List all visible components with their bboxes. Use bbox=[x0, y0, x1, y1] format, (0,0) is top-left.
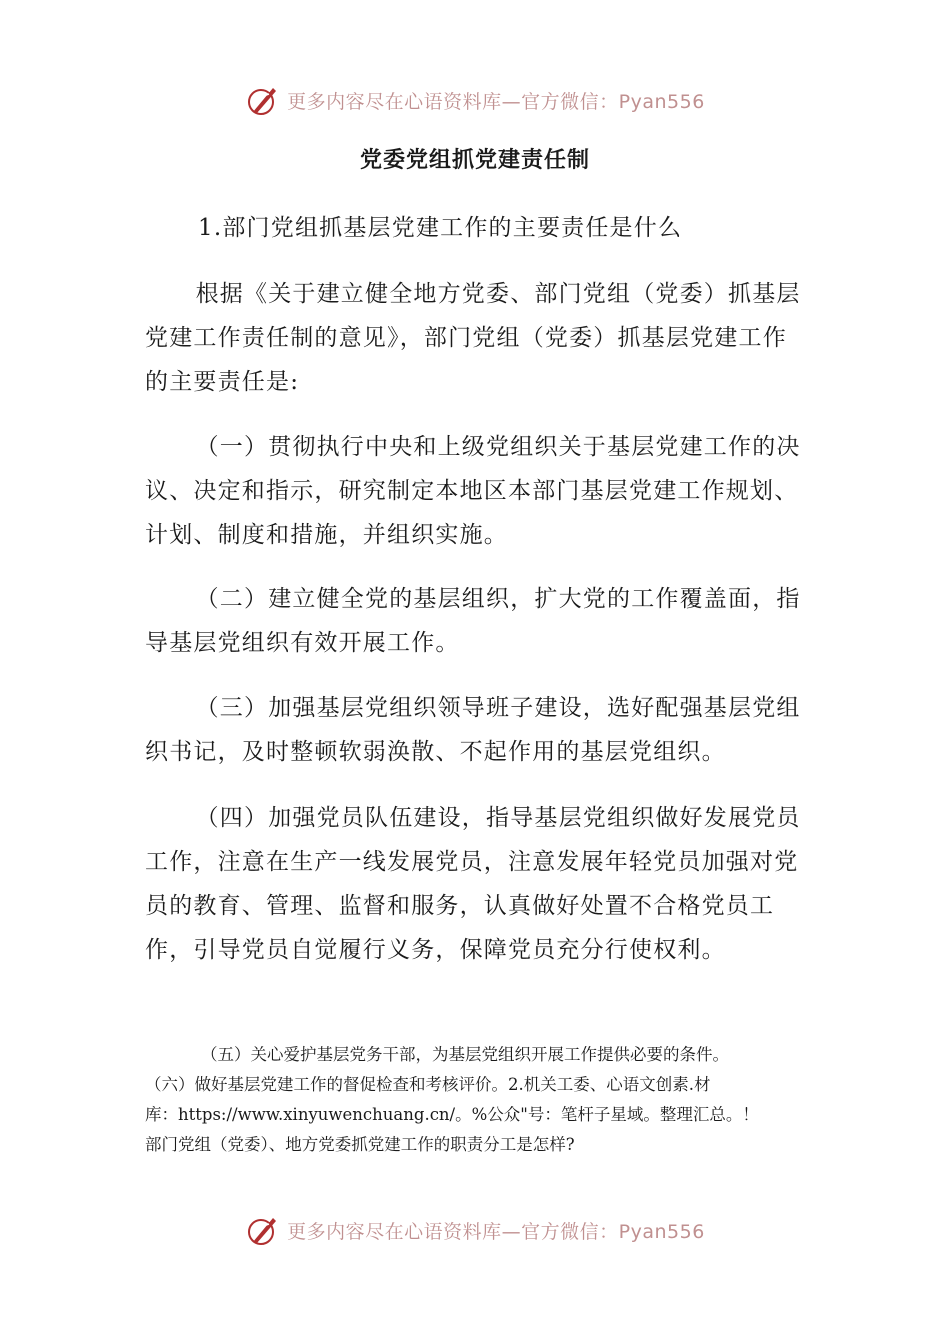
item-two-paragraph: （二）建立健全党的基层组织，扩大党的工作覆盖面，指导基层党组织有效开展工作。 bbox=[145, 586, 801, 656]
small-line-3: 库：https://www.xinyuwenchuang.cn/。%公众"号：笔杆子星域。整理汇总。！ bbox=[145, 1105, 759, 1124]
question-heading: 1.部门党组抓基层党建工作的主要责任是什么 bbox=[198, 215, 683, 241]
quill-logo-icon bbox=[245, 1212, 281, 1248]
item-four-paragraph: （四）加强党员队伍建设，指导基层党组织做好发展党员工作，注意在生产一线发展党员，注意发展年轻党员加强对党员的教育、管理、监督和服务，认真做好处置不合格党员工作，引导党员自觉履行义务，保障党员充分行使权利。 bbox=[145, 805, 801, 963]
footer-watermark-banner bbox=[0, 1210, 950, 1250]
header-watermark-text: 更多内容尽在心语资料库—官方微信：Pyan556 bbox=[287, 90, 705, 113]
document-title: 党委党组抓党建责任制 bbox=[359, 147, 590, 173]
small-text-block bbox=[145, 1040, 835, 1160]
item-one-paragraph: （一）贯彻执行中央和上级党组织关于基层党建工作的决议、决定和指示，研究制定本地区本部门基层党建工作规划、计划、制度和措施，并组织实施。 bbox=[145, 434, 801, 548]
header-watermark-banner bbox=[0, 80, 950, 120]
intro-paragraph: 根据《关于建立健全地方党委、部门党组（党委）抓基层党建工作责任制的意见》，部门党组（党委）抓基层党建工作的主要责任是: bbox=[145, 281, 801, 395]
item-three-paragraph: （三）加强基层党组织领导班子建设，选好配强基层党组织书记，及时整顿软弱涣散、不起作用的基层党组织。 bbox=[145, 695, 801, 765]
footer-watermark-text: 更多内容尽在心语资料库—官方微信：Pyan556 bbox=[287, 1220, 705, 1243]
quill-logo-icon bbox=[245, 82, 281, 118]
small-line-1: （五）关心爱护基层党务干部，为基层党组织开展工作提供必要的条件。 bbox=[201, 1045, 729, 1064]
small-line-2: （六）做好基层党建工作的督促检查和考核评价。2.机关工委、心语文创素.材 bbox=[145, 1075, 711, 1094]
small-line-4: 部门党组（党委）、地方党委抓党建工作的职责分工是怎样? bbox=[145, 1135, 575, 1154]
